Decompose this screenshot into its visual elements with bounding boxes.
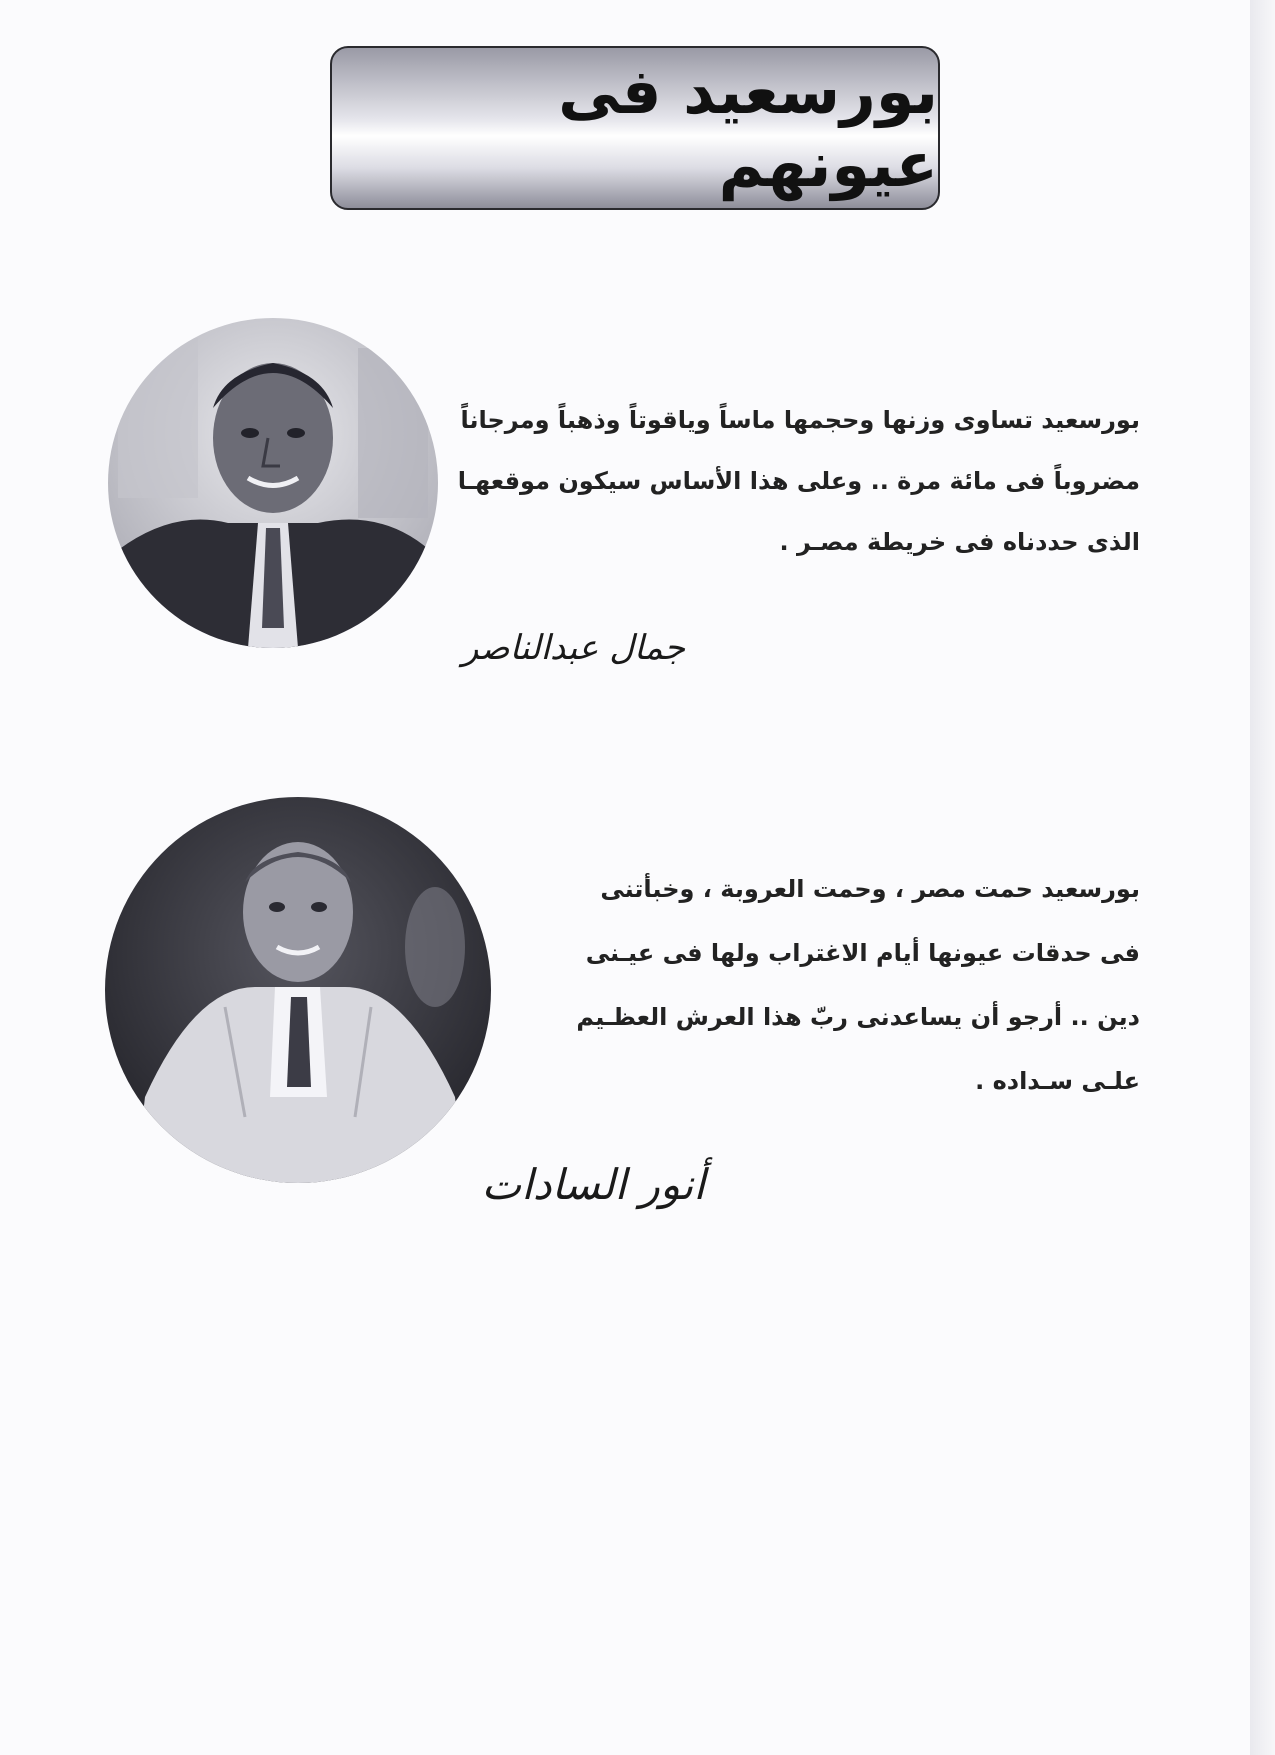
scan-edge bbox=[1250, 0, 1275, 1755]
signature-sadat: أنور السادات bbox=[481, 1160, 705, 1209]
quote-sadat bbox=[450, 857, 1140, 1113]
quote-line: علـى سـداده . bbox=[975, 1067, 1140, 1095]
signature-nasser: جمال عبدالناصر bbox=[462, 628, 685, 668]
portrait-sadat-image bbox=[105, 797, 491, 1183]
quote-line: دين .. أرجو أن يساعدنى ربّ هذا العرش العظـيم bbox=[576, 1003, 1140, 1031]
quote-nasser bbox=[450, 390, 1140, 573]
page-title: بورسعيد فى عيونهم bbox=[558, 55, 938, 201]
portrait-nasser-image bbox=[108, 318, 438, 648]
quote-line: بورسعيد حمت مصر ، وحمت العروبة ، وخبأتنى bbox=[600, 875, 1140, 903]
portrait-photo-nasser bbox=[108, 318, 438, 648]
title-banner bbox=[330, 46, 940, 210]
quote-line: بورسعيد تساوى وزنها وحجمها ماساً وياقوتاً وذهباً ومرجاناً bbox=[460, 406, 1140, 434]
quote-line: مضروباً فى مائة مرة .. وعلى هذا الأساس سيكون موقعهـا bbox=[457, 467, 1140, 495]
quote-line: الذى حددناه فى خريطة مصـر . bbox=[779, 528, 1140, 556]
portrait-photo-sadat bbox=[105, 797, 491, 1183]
quote-line: فى حدقات عيونها أيام الاغتراب ولها فى عيـنى bbox=[585, 939, 1140, 967]
